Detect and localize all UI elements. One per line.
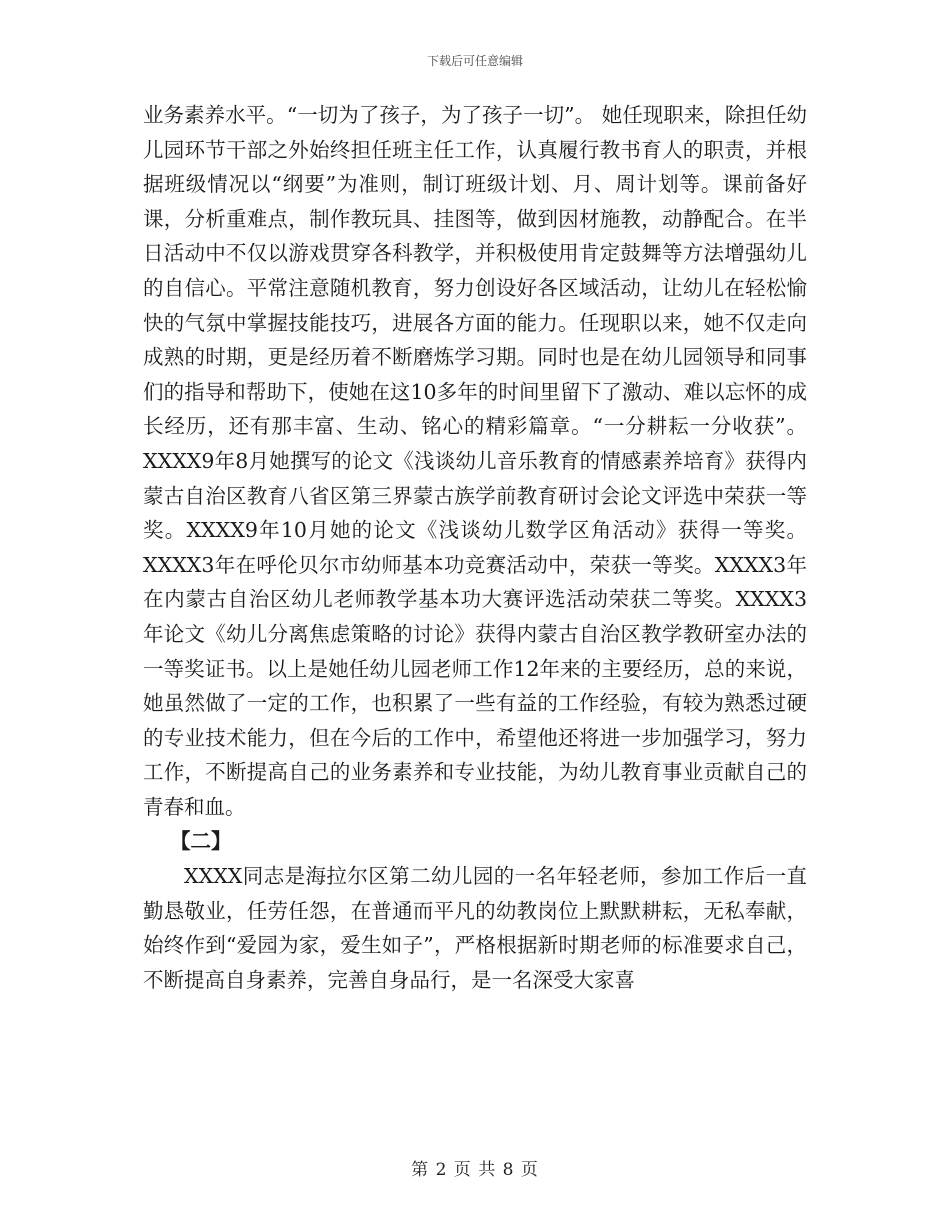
- body-paragraph: XXXX同志是海拉尔区第二幼儿园的一名年轻老师，参加工作后一直勤恳敬业，任劳任怨，在普通而平凡的幼教岗位上默默耕耘，无私奉献，始终作到“爱园为家，爱生如子”，严格根据新时期老师的标准要求自己，不断提高自身素养，完善自身品行，是一名深受大家喜: [143, 864, 807, 992]
- section-heading: 【二】: [170, 829, 232, 854]
- body-paragraph: 业务素养水平。“一切为了孩子，为了孩子一切”。 她任现职来，除担任幼儿园环节干部之外始终担任班主任工作，认真履行教书育人的职责，并根据班级情况以“纲要”为准则，制订班级计划、月、周计划等。课前备好课，分析重难点，制作教玩具、挂图等，做到因材施教，动静配合。在半日活动中不仅以游戏贯穿各科教学，并积极使用肯定鼓舞等方法增强幼儿的自信心。平常注意随机教育，努力创设好各区域活动，让幼儿在轻松愉快的气氛中掌握技能技巧，进展各方面的能力。任现职以来，她不仅走向成熟的时期，更是经历着不断磨炼学习期。同时也是在幼儿园领导和同事们的指导和帮助下，使她在这10多年的时间里留下了激动、难以忘怀的成长经历，还有那丰富、生动、铭心的精彩篇章。“一分耕耘一分收获”。XXXX9年8月她撰写的论文《浅谈幼儿音乐教育的情感素养培育》获得内蒙古自治区教育八省区第三界蒙古族学前教育研讨会论文评选中荣获一等奖。XXXX9年10月她的论文《浅谈幼儿数学区角活动》获得一等奖。XXXX3年在呼伦贝尔市幼师基本功竞赛活动中，荣获一等奖。XXXX3年在内蒙古自治区幼儿老师教学基本功大赛评选活动荣获二等奖。XXXX3年论文《幼儿分离焦虑策略的讨论》获得内蒙古自治区教学教研室办法的一等奖证书。以上是她任幼儿园老师工作12年来的主要经历，总的来说，她虽然做了一定的工作，也积累了一些有益的工作经验，有较为熟悉过硬的专业技术能力，但在今后的工作中，希望他还将进一步加强学习，努力工作，不断提高自己的业务素养和专业技能，为幼儿教育事业贡献自己的青春和血。: [143, 103, 807, 819]
- page-header: 下载后可任意编辑: [426, 54, 523, 68]
- page-number: 第 2 页 共 8 页: [411, 1160, 539, 1180]
- document-body: [143, 98, 807, 997]
